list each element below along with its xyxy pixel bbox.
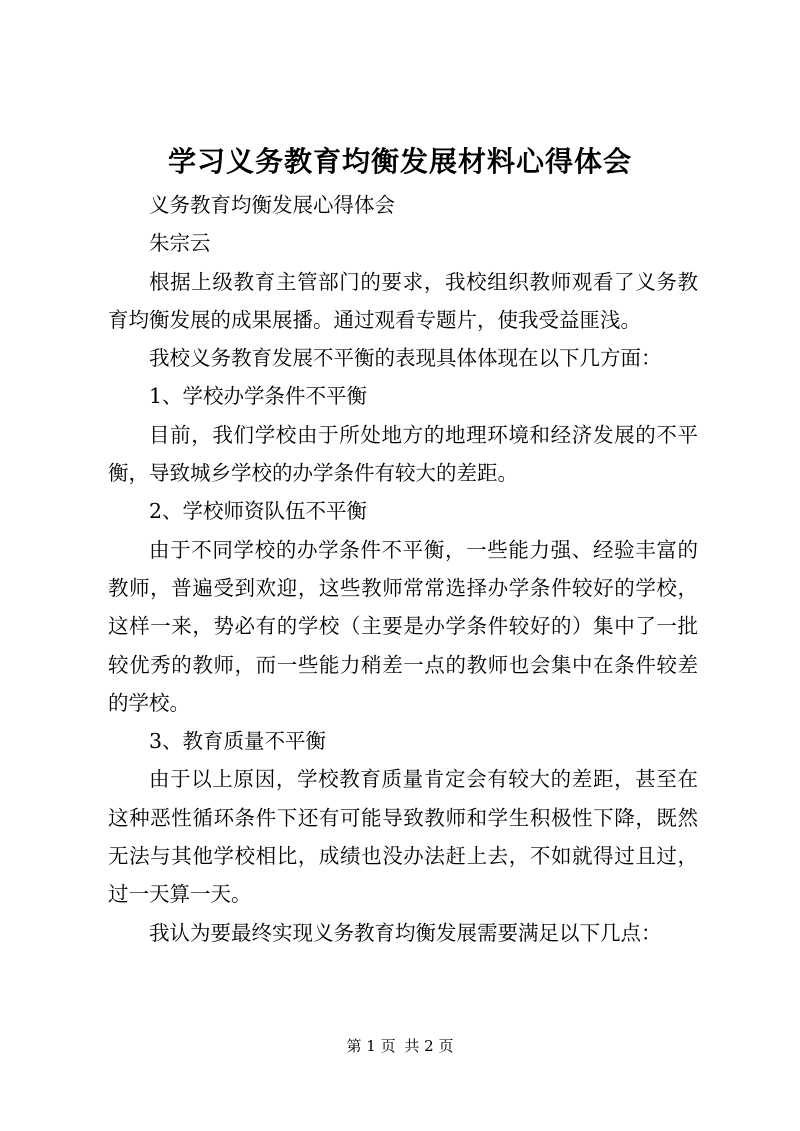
paragraph-author: 朱宗云 (149, 231, 211, 256)
heading-quality: 3、教育质量不平衡 (149, 729, 327, 754)
document-title: 学习义务教育均衡发展材料心得体会 (167, 145, 632, 178)
heading-teachers: 2、学校师资队伍不平衡 (149, 499, 368, 524)
paragraph-imbalance-lead: 我校义务教育发展不平衡的表现具体体现在以下几方面： (149, 346, 662, 371)
heading-conditions: 1、学校办学条件不平衡 (149, 384, 368, 409)
paragraph-conclusion-lead: 我认为要最终实现义务教育均衡发展需要满足以下几点： (149, 920, 662, 945)
page-footer (0, 1036, 800, 1056)
paragraph-teachers: 由于不同学校的办学条件不平衡，一些能力强、经验丰富的教师，普遍受到欢迎，这些教师常常选择办学条件较好的学校，这样一来，势必有的学校（主要是办学条件较好的）集中了一批较优秀的教师，而一些能力稍差一点的教师也会集中在条件较差的学校。 (108, 537, 698, 715)
page-number: 第 1 页 (346, 1037, 396, 1055)
document-body (108, 186, 698, 952)
paragraph-quality: 由于以上原因，学校教育质量肯定会有较大的差距，甚至在这种恶性循环条件下还有可能导致教师和学生积极性下降，既然无法与其他学校相比，成绩也没办法赶上去，不如就得过且过，过一天算一天。 (108, 767, 698, 907)
page-total: 共 2 页 (404, 1037, 454, 1055)
paragraph-intro: 根据上级教育主管部门的要求，我校组织教师观看了义务教育均衡发展的成果展播。通过观看专题片，使我受益匪浅。 (108, 269, 698, 332)
paragraph-conditions: 目前，我们学校由于所处地方的地理环境和经济发展的不平衡，导致城乡学校的办学条件有较大的差距。 (108, 422, 698, 486)
paragraph-subtitle: 义务教育均衡发展心得体会 (149, 193, 395, 217)
